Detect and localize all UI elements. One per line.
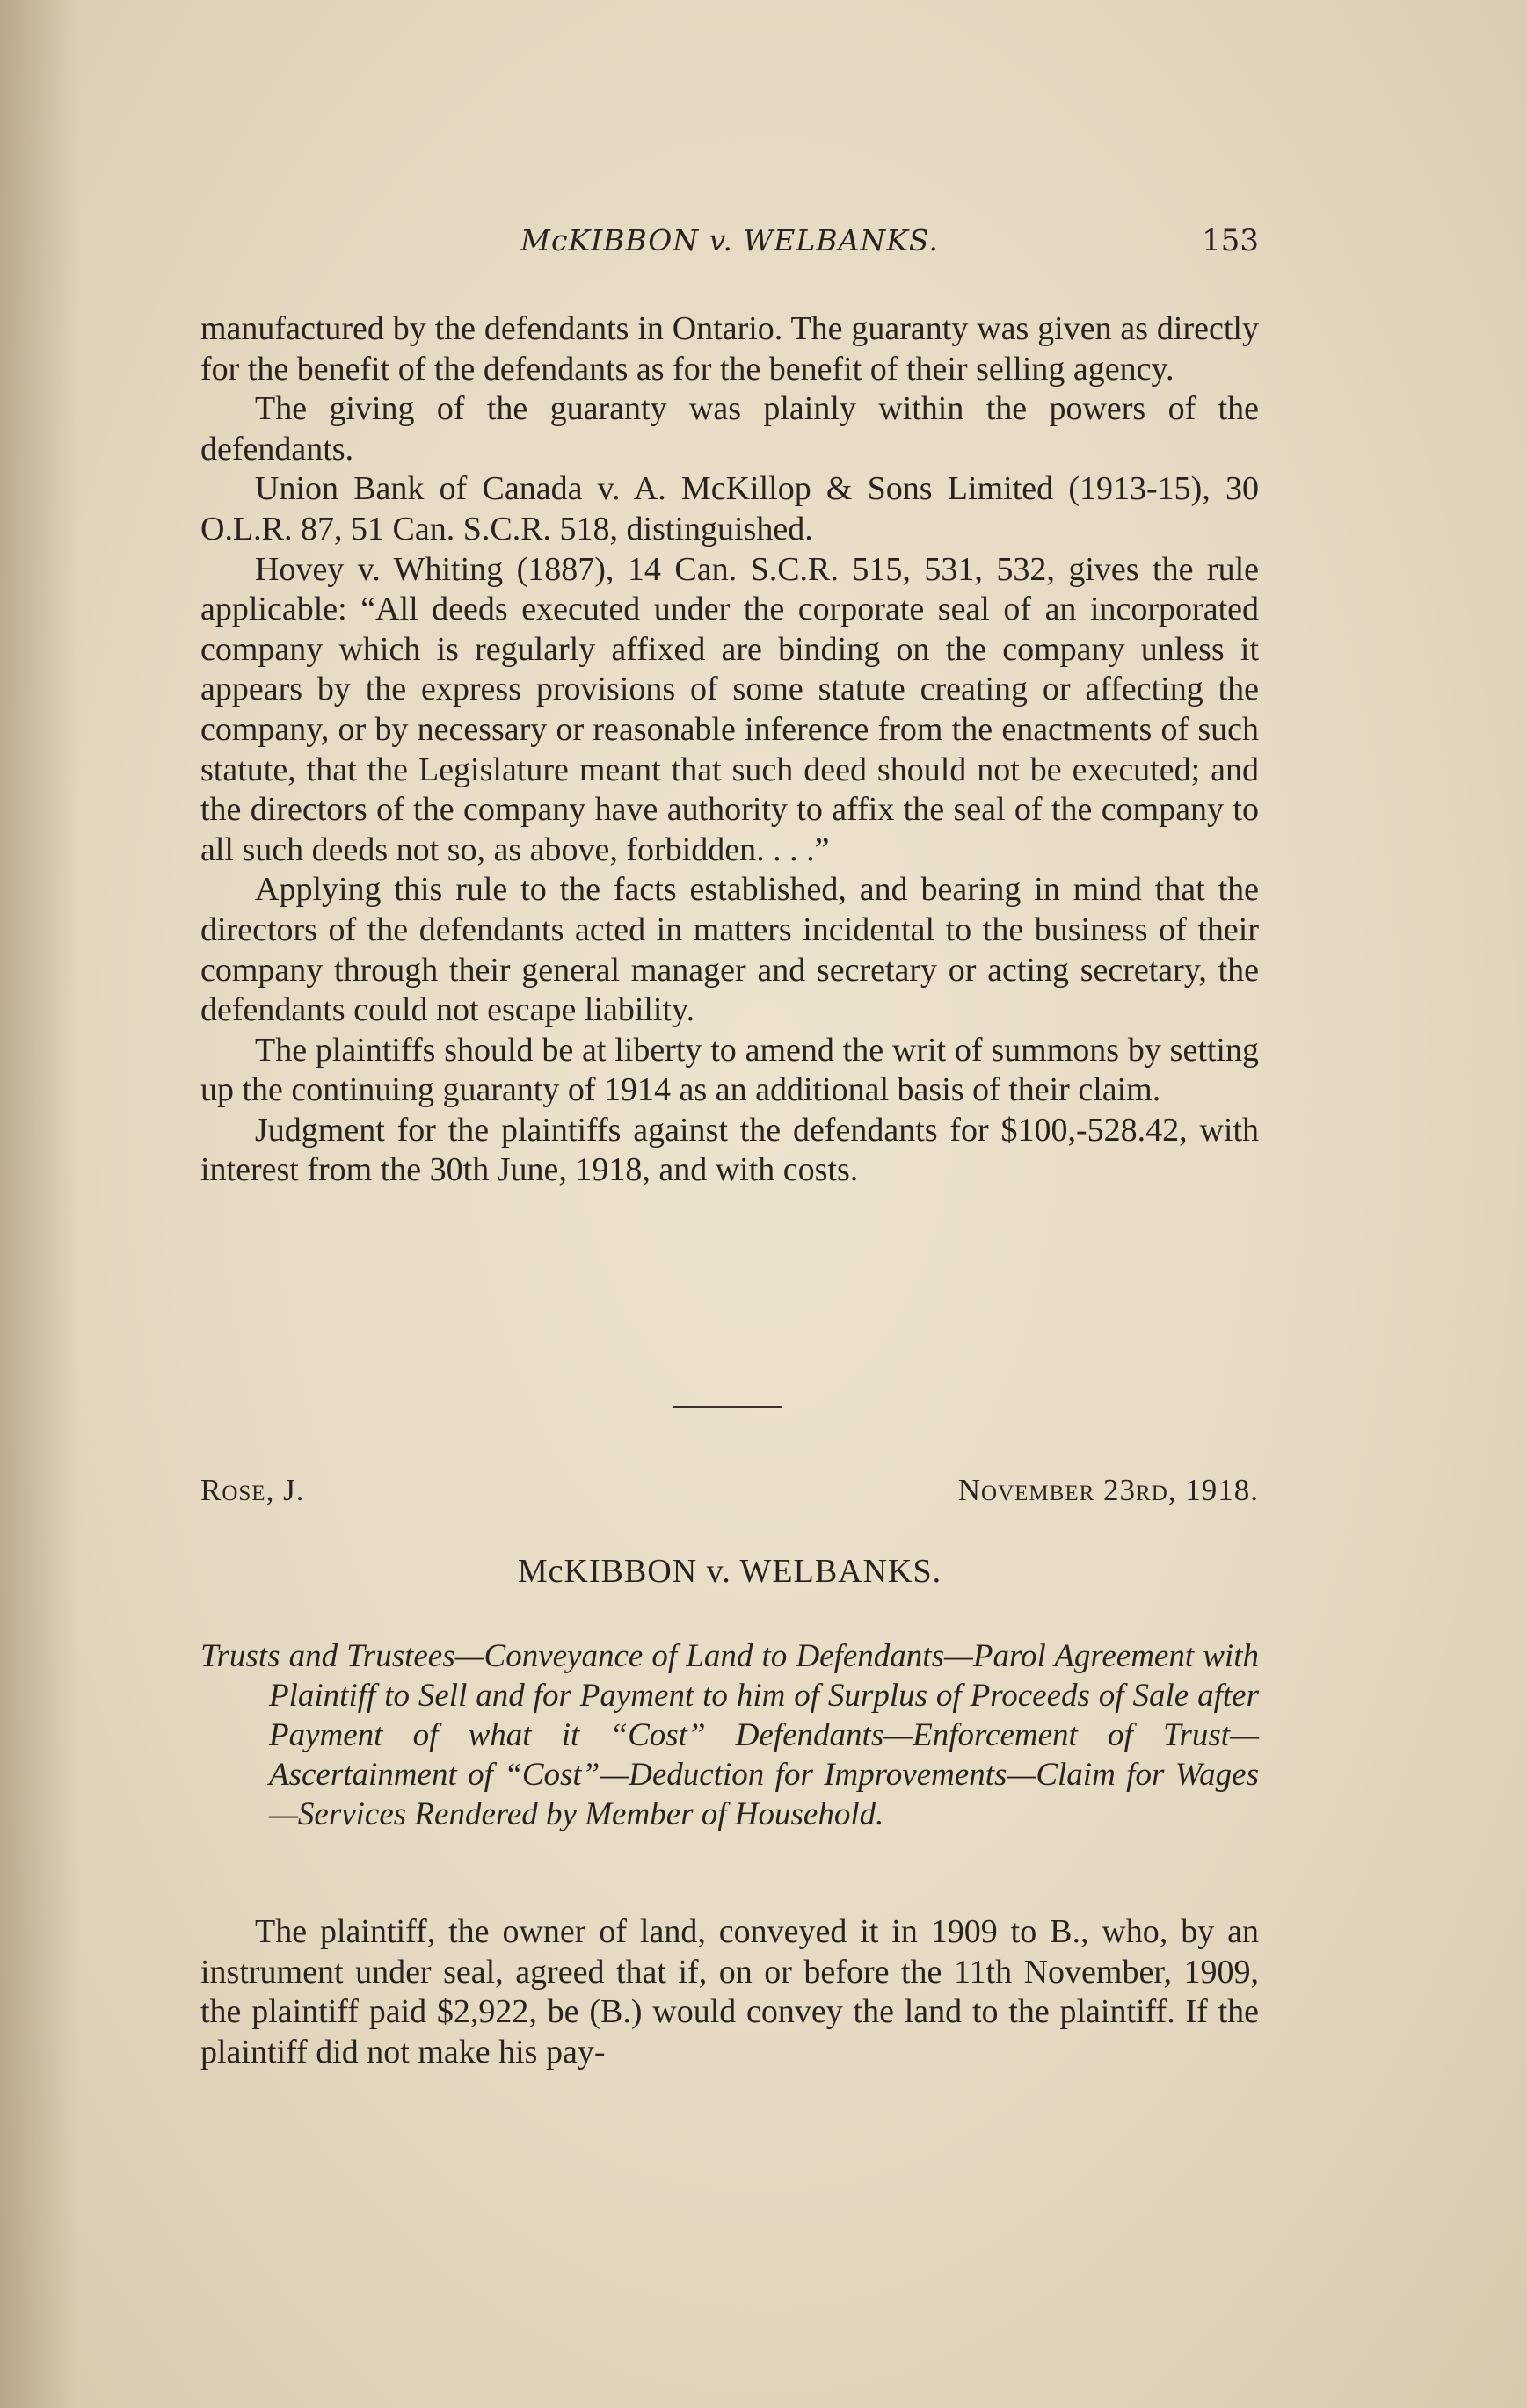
paragraph: Judgment for the plaintiffs against the defendants for $100,-528.42, with interest from the 30th June, 1918, and with costs.	[200, 1111, 1259, 1189]
paragraph-continued: manufactured by the defendants in Ontario. The guaranty was given as directly for the benefit of the defendants as for the benefit of their selling agency.	[200, 310, 1259, 388]
judgment-summary	[200, 309, 1259, 1191]
page-number: 153	[1202, 223, 1259, 258]
paragraph: The plaintiffs should be at liberty to amend the writ of summons by setting up the continuing guaranty of 1914 as an additional basis of their claim.	[200, 1031, 1259, 1109]
running-title: McKIBBON v. WELBANKS.	[520, 223, 939, 257]
judgment-date: November 23rd, 1918.	[957, 1473, 1259, 1507]
paragraph: The giving of the guaranty was plainly within the powers of the defendants.	[200, 390, 1259, 468]
headnote: Trusts and Trustees—Conveyance of Land to Defendants—Parol Agreement with Plaintiff to Sell and for Payment to him of Surplus of Proceeds of Sale after Payment of what it “Cost” Defendants—Enforcement of Trust—Ascertainment of “Cost”—Deduction for Improvements—Claim for Wages—Services Rendered by Member of Household.	[200, 1638, 1259, 1832]
paragraph: Hovey v. Whiting (1887), 14 Can. S.C.R. 515, 531, 532, gives the rule applicable: “All deeds executed under the corporate seal of an incorporated company which is regularly affixed are binding on the company unless it appears by the express provisions of some statute creating or affecting the company, or by necessary or reasonable inference from the enactments of such statute, that the Legislature meant that such deed should not be executed; and the directors of the company have authority to affix the seal of the company to all such deeds not so, as above, forbidden. . . .”	[200, 550, 1259, 868]
section-divider	[673, 1406, 782, 1408]
page-spine-shadow	[0, 0, 79, 2408]
paragraph: Applying this rule to the facts established, and bearing in mind that the directors of the defendants acted in matters incidental to the business of their company through their general manager and secretary or acting secretary, the defendants could not escape liability.	[200, 871, 1259, 1029]
case-opening	[200, 1912, 1259, 2072]
judge-name: Rose, J.	[200, 1473, 305, 1507]
running-head	[200, 223, 1259, 267]
paragraph: Union Bank of Canada v. A. McKillop & Sons Limited (1913-15), 30 O.L.R. 87, 51 Can. S.C.R. 518, distinguished.	[200, 470, 1259, 548]
case-title: McKIBBON v. WELBANKS.	[517, 1553, 942, 1590]
case-heading-line	[200, 1473, 1259, 1517]
paragraph: The plaintiff, the owner of land, conveyed it in 1909 to B., who, by an instrument under seal, agreed that if, on or before the 11th November, 1909, the plaintiff paid $2,922, be (B.) would convey the land to the plaintiff. If the plaintiff did not make his pay-	[200, 1913, 1259, 2071]
